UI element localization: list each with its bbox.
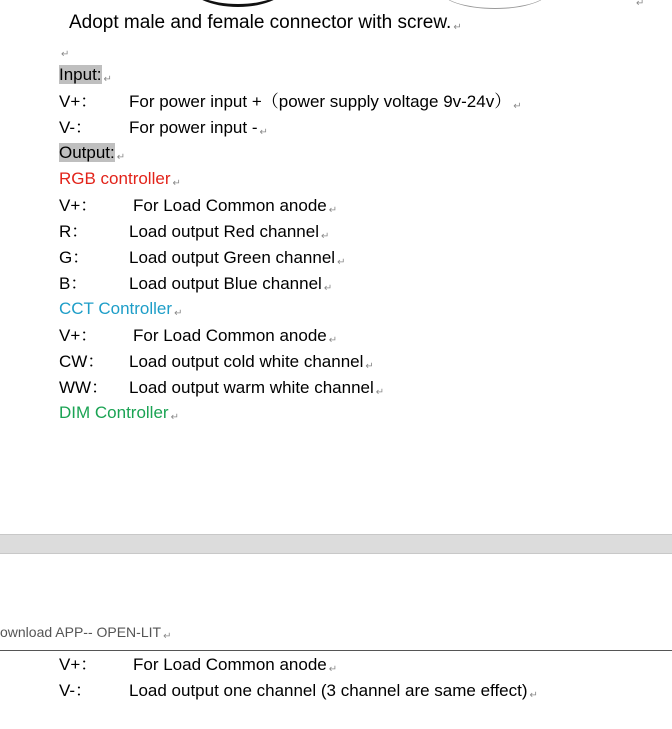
input-row xyxy=(59,118,268,138)
row-desc: Load output one channel (3 channel are same effect) ↵ xyxy=(129,681,538,701)
input-row xyxy=(59,92,522,112)
cct-row xyxy=(59,326,338,346)
cct-row xyxy=(59,352,374,372)
row-label: V+： xyxy=(59,92,98,111)
row-desc: For Load Common anode ↵ xyxy=(133,326,338,346)
row-desc: Load output Red channel ↵ xyxy=(129,222,330,242)
rgb-row xyxy=(59,196,338,216)
dim-title: DIM Controller ↵ xyxy=(59,403,179,423)
intro-text: Adopt male and female connector with screw. xyxy=(69,12,452,33)
empty-line: ↵ xyxy=(61,49,70,60)
output-heading: Output: xyxy=(59,143,115,162)
row-label: V-： xyxy=(59,118,93,137)
row-label: V-： xyxy=(59,681,93,700)
row-desc: For Load Common anode ↵ xyxy=(133,196,338,216)
row-label: WW： xyxy=(59,378,109,397)
product-image-edge-right xyxy=(440,0,550,9)
page-header: ownload APP-- OPEN-LIT ↵ xyxy=(0,624,172,642)
row-label: V+： xyxy=(59,326,98,345)
page-gap xyxy=(0,534,672,554)
rgb-title: RGB controller ↵ xyxy=(59,169,181,189)
document-page-2 xyxy=(0,554,672,729)
rgb-row xyxy=(59,222,330,242)
row-desc: Load output cold white channel ↵ xyxy=(129,352,374,372)
input-heading: Input: xyxy=(59,65,102,84)
dim-row xyxy=(59,655,338,675)
row-desc: Load output Blue channel ↵ xyxy=(129,274,333,294)
header-rule xyxy=(0,650,672,651)
intro-line: Adopt male and female connector with screw. ↵ xyxy=(69,12,462,33)
dim-row xyxy=(59,681,538,701)
cct-title: CCT Controller ↵ xyxy=(59,299,183,319)
paragraph-mark: ↵ xyxy=(636,0,645,9)
row-desc: Load output warm white channel ↵ xyxy=(129,378,385,398)
output-heading-line: Output: ↵ xyxy=(59,143,126,163)
row-label: CW： xyxy=(59,352,105,371)
rgb-row xyxy=(59,274,333,294)
rgb-row xyxy=(59,248,346,268)
row-label: G： xyxy=(59,248,90,267)
row-label: V+： xyxy=(59,196,98,215)
cct-row xyxy=(59,378,385,398)
row-desc: For power input +（power supply voltage 9v-24v） ↵ xyxy=(129,92,522,112)
row-desc: Load output Green channel ↵ xyxy=(129,248,346,268)
input-heading-line: Input: ↵ xyxy=(59,65,112,85)
row-label: V+： xyxy=(59,655,98,674)
row-label: B： xyxy=(59,274,88,293)
row-desc: For power input - ↵ xyxy=(129,118,268,138)
product-image-edge-left xyxy=(188,0,288,7)
row-desc: For Load Common anode ↵ xyxy=(133,655,338,675)
row-label: R： xyxy=(59,222,89,241)
